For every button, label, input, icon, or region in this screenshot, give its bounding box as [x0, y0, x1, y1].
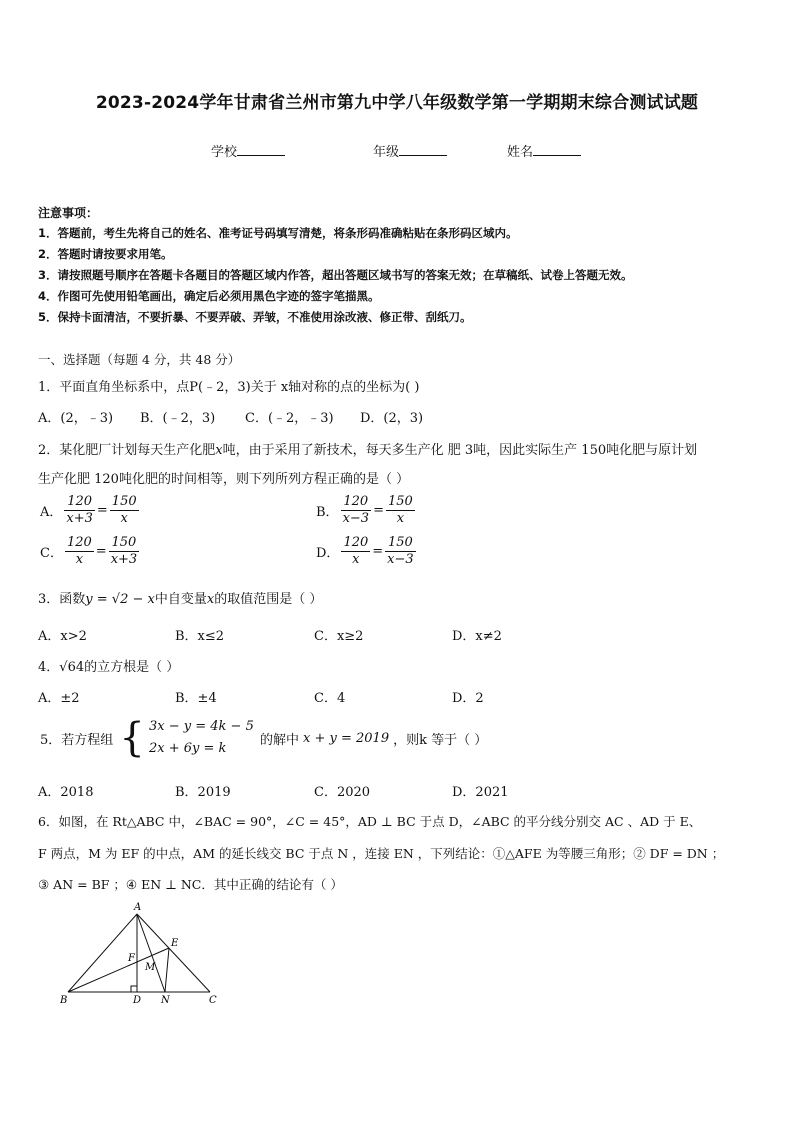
school-field	[211, 141, 285, 160]
q3-function: y = √2 − x	[85, 592, 155, 607]
fraction-denominator: x	[396, 511, 405, 527]
system-equation-2: 2x + 6y = k	[149, 741, 227, 756]
equals-sign: =	[96, 503, 108, 519]
question-5-stem	[38, 716, 489, 760]
section-heading: 一、选择题（每题 4 分，共 48 分）	[38, 352, 241, 367]
label-d: D	[133, 995, 142, 1006]
q3-post: 的取值范围是（ ）	[214, 592, 323, 607]
name-field	[507, 141, 581, 160]
grade-field	[373, 141, 447, 160]
fraction-denominator: x+3	[110, 552, 138, 568]
question-1-stem: 1．平面直角坐标系中，点P(﹣2，3)关于 x轴对称的点的坐标为( )	[38, 380, 420, 395]
q5-mid: 的解中	[260, 732, 300, 748]
note-item: 4．作图可先使用铅笔画出，确定后必须用黑色字迹的签字笔描黑。	[38, 289, 380, 303]
fraction-numerator: 120	[65, 535, 94, 552]
segment-en	[165, 948, 169, 992]
grade-blank[interactable]	[399, 143, 447, 156]
note-item: 3．请按照题号顺序在答题卡各题目的答题区域内作答，超出答题区域书写的答案无效；在草稿纸、试卷上答题无效。	[38, 268, 633, 282]
fraction-denominator: x−3	[342, 511, 370, 527]
segment-ab	[68, 914, 137, 992]
label-m: M	[145, 962, 156, 973]
triangle-figure	[55, 900, 230, 1010]
fraction-numerator: 150	[110, 494, 139, 511]
segment-ac	[137, 914, 210, 992]
school-blank[interactable]	[237, 143, 285, 156]
label-f: F	[128, 953, 135, 964]
q4-option-b[interactable]: B．±4	[175, 691, 217, 706]
q2-option-a[interactable]	[38, 494, 139, 528]
q2-option-label: D．	[316, 546, 340, 562]
q5-option-d[interactable]: D．2021	[452, 785, 509, 800]
question-4-stem	[38, 656, 179, 675]
notes-heading: 注意事项：	[38, 206, 99, 220]
equals-sign: =	[373, 503, 384, 519]
fraction-denominator: x	[120, 511, 128, 527]
q2-text-b: 吨，由于采用了新技术，每天多生产化 肥 3吨，因此实际生产 150吨化肥与原计划	[222, 443, 698, 458]
q1-option-d[interactable]: D．(2，3)	[360, 411, 424, 426]
q1-option-a[interactable]: A．(2，﹣3)	[38, 411, 114, 426]
q2-text-a: 2．某化肥厂计划每天生产化肥	[38, 443, 216, 458]
q4-option-c[interactable]: C．4	[314, 691, 346, 706]
fraction-denominator: x−3	[387, 552, 414, 568]
q5-option-c[interactable]: C．2020	[314, 785, 371, 800]
q2-var: x	[215, 443, 223, 458]
equation-system	[149, 716, 254, 760]
fraction-numerator: 150	[109, 535, 140, 552]
segment-an	[137, 914, 165, 992]
q3-option-b[interactable]: B．x≤2	[175, 629, 225, 644]
equals-sign: =	[95, 544, 107, 560]
fraction-numerator: 150	[386, 494, 415, 511]
q4-pre: 4．	[38, 660, 60, 675]
q3-pre: 3．函数	[38, 592, 86, 607]
q2-option-label: C．	[40, 546, 63, 562]
q4-option-d[interactable]: D．2	[452, 691, 484, 706]
question-3-stem	[38, 588, 322, 607]
label-a: A	[134, 902, 142, 913]
question-6-line-2: F 两点，M 为 EF 的中点，AM 的延长线交 BC 于点 N ，连接 EN ，下列结论：①△AFE 为等腰三角形；② DF = DN ；	[38, 846, 725, 861]
system-equation-1: 3x − y = 4k − 5	[149, 719, 254, 734]
question-2-line-2: 生产化肥 120吨化肥的时间相等，则下列所列方程正确的是（ ）	[38, 472, 410, 487]
question-6-line-3: ③ AN = BF ；④ EN ⊥ NC．其中正确的结论有（ ）	[38, 877, 343, 892]
q1-option-c[interactable]: C．(﹣2，﹣3)	[245, 411, 334, 426]
school-label: 学校	[211, 145, 238, 160]
fraction-numerator: 120	[341, 535, 370, 552]
brace-icon: {	[119, 715, 145, 761]
q4-post: 的立方根是（ ）	[84, 660, 180, 675]
label-e: E	[171, 938, 179, 949]
q2-option-label: A．	[40, 505, 63, 521]
label-b: B	[60, 995, 68, 1006]
name-blank[interactable]	[533, 143, 581, 156]
note-item: 1．答题前，考生先将自己的姓名、准考证号码填写清楚，将条形码准确粘贴在条形码区域内。	[38, 226, 518, 240]
fraction-numerator: 120	[64, 494, 95, 511]
q2-option-d[interactable]	[314, 535, 416, 569]
q5-option-a[interactable]: A．2018	[38, 785, 94, 800]
q2-option-label: B．	[316, 505, 339, 521]
question-6-line-1: 6．如图，在 Rt△ABC 中，∠BAC = 90°，∠C = 45°，AD ⊥ BC 于点 D，∠ABC 的平分线分别交 AC 、AD 于 E、	[38, 814, 702, 829]
q5-pre: 5．若方程组	[40, 732, 114, 748]
fraction-numerator: 120	[341, 494, 372, 511]
q3-mid: 中自变量	[154, 592, 207, 607]
q2-option-c[interactable]	[38, 535, 139, 569]
q5-post: ，则k 等于（ ）	[393, 732, 488, 748]
equals-sign: =	[372, 544, 384, 560]
q2-option-b[interactable]	[314, 494, 415, 528]
q3-option-a[interactable]: A．x>2	[38, 629, 87, 644]
q4-radical: √64	[59, 660, 85, 675]
q3-var: x	[206, 592, 215, 607]
note-item: 2．答题时请按要求用笔。	[38, 247, 173, 261]
page-title: 2023-2024学年甘肃省兰州市第九中学八年级数学第一学期期末综合测试试题	[95, 93, 699, 113]
name-label: 姓名	[507, 145, 534, 160]
q5-expression: x + y = 2019	[303, 730, 390, 746]
label-c: C	[209, 995, 217, 1006]
q1-option-b[interactable]: B．(﹣2，3)	[140, 411, 216, 426]
fraction-numerator: 150	[385, 535, 416, 552]
q3-option-c[interactable]: C．x≥2	[314, 629, 364, 644]
label-n: N	[161, 995, 170, 1006]
q5-option-b[interactable]: B．2019	[175, 785, 231, 800]
fraction-denominator: x	[352, 552, 360, 568]
fraction-denominator: x+3	[66, 511, 93, 527]
note-item: 5．保持卡面清洁，不要折暴、不要弄破、弄皱，不准使用涂改液、修正带、刮纸刀。	[38, 310, 472, 324]
q4-option-a[interactable]: A．±2	[38, 691, 80, 706]
q3-option-d[interactable]: D．x≠2	[452, 629, 502, 644]
question-2-line-1	[38, 439, 697, 458]
right-angle-mark	[131, 986, 137, 992]
fraction-denominator: x	[75, 552, 84, 568]
grade-label: 年级	[373, 145, 400, 160]
